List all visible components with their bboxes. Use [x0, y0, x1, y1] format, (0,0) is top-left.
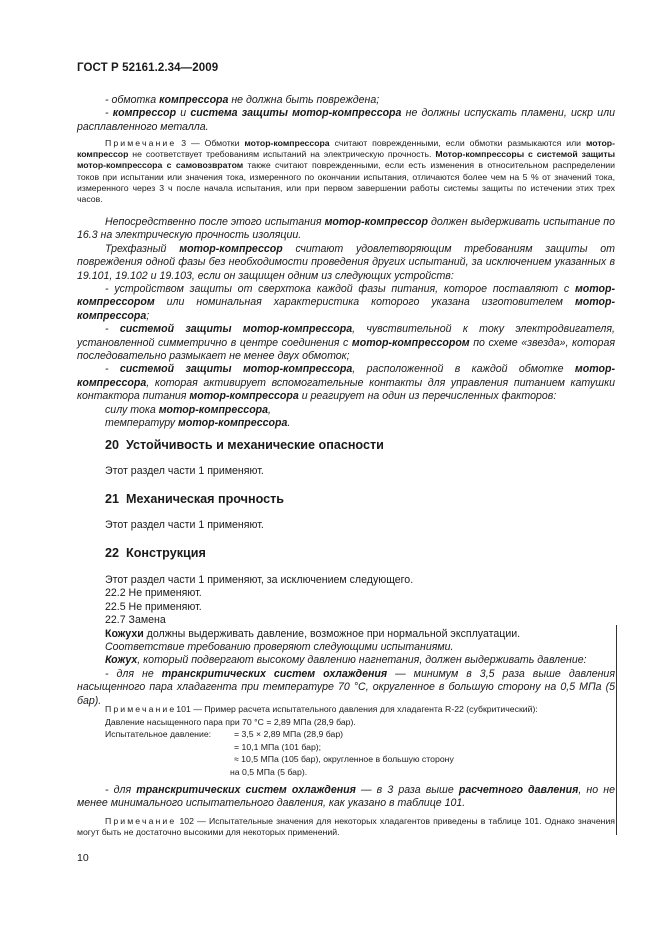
note-101: Примечание 101 — Пример расчета испытательного давления для хладагента R-22 (субкритический): Давление насыщенного пара при 70 °С = 2,89 МПа (28,9 бар). Испытательное давление: = 3,5 × 2,89 МПа (28,9 бар) = 10,1 МПа (101 бар); ≈ 10,5 МПа (105 бар), округленное в большую сторону на 0,5 МПа (5 бар).: [105, 704, 538, 777]
note-3: Примечание 3 — Обмотки мотор-компрессора считают поврежденными, если обмотки размыкаются или мотор-компрессор не соответствует требованиям испытаний на электрическую прочность. Мотор-компрессоры с системой защиты мотор-компрессора с самовозвратом также считают поврежденными, если есть изменения в относительном распределении токов при испытании или значения тока, измеренного по окончании испытания, отличаются более чем на 5 % от значений тока, измеренного через 3 ч после начала испытания, или при первом завершении работы системы защиты по истечении этих трех часов.: [77, 138, 615, 205]
section-body: Этот раздел части 1 применяют.: [105, 465, 264, 477]
section-body: Этот раздел части 1 применяют, за исключением следующего.: [105, 574, 414, 586]
paragraph: - устройством защиты от сверхтока каждой фазы питания, которое поставляют с мотор-компрессором или номинальная характеристика которого указана изготовителем мотор-компрессора;: [77, 283, 615, 322]
paragraph: Непосредственно после этого испытания мотор-компрессор должен выдерживать испытание по 16.3 на электрическую прочность изоляции.: [77, 216, 615, 242]
page-number: 10: [77, 852, 89, 864]
paragraph: - системой защиты мотор-компрессора, расположенной в каждой обмотке мотор-компрессора, которая активирует вспомогательные контакты для управления питанием катушки контактора питания мотор-компрессора и реагирует на один из перечисленных факторов:: [77, 363, 615, 403]
clause-item: 22.2 Не применяют.: [105, 587, 202, 600]
paragraph: Соответствие требованию проверяют следующими испытаниями.: [105, 641, 454, 654]
note-102: Примечание 102 — Испытательные значения для некоторых хладагентов приведены в таблице 101. Однако значения могут быть не достаточно высокими для некоторых применений.: [77, 816, 615, 838]
paragraph: силу тока мотор-компрессора,: [105, 403, 271, 416]
paragraph-winding: - обмотка компрессора не должна быть повреждена;: [105, 94, 380, 106]
paragraph: Кожух, который подвергают высокому давлению нагнетания, должен выдерживать давление:: [105, 654, 587, 667]
paragraph: температуру мотор-компрессора.: [105, 417, 291, 430]
section-heading: 20 Устойчивость и механические опасности: [105, 438, 384, 452]
section-20: [77, 438, 615, 478]
section-21: [77, 492, 615, 532]
change-bar: [616, 625, 617, 835]
body-block: [77, 216, 615, 431]
section-heading: 22 Конструкция: [105, 546, 206, 560]
clause-item: 22.5 Не применяют.: [105, 600, 202, 613]
note-label: Примечание: [105, 138, 177, 148]
paragraph-transcritical: - для транскритических систем охлаждения — в 3 раза выше расчетного давления, но не менее минимального испытательного давления, как указано в таблице 101.: [77, 784, 615, 810]
section-22: [77, 546, 615, 708]
paragraph: Кожухи должны выдерживать давление, возможное при нормальной эксплуатации.: [105, 627, 521, 640]
document-header: ГОСТ Р 52161.2.34—2009: [77, 62, 219, 74]
paragraph: - для не транскритических систем охлаждения — минимум в 3,5 раза выше давления насыщенного пара хладагента при температуре 70 °С, округленное в большую сторону на 0,5 МПа (5 бар).: [77, 667, 615, 707]
note-label: Примечание: [105, 816, 177, 826]
paragraph-compressor: - компрессор и система защиты мотор-компрессора не должны испускать пламени, искр или расплавленного металла.: [77, 107, 615, 133]
paragraph: Трехфазный мотор-компрессор считают удовлетворяющим требованиям защиты от повреждения одной фазы без необходимости проведения других испытаний, за исключением указанных в 19.101, 19.102 и 19.103, если он защищен одним из следующих устройств:: [77, 242, 615, 282]
section-heading: 21 Механическая прочность: [105, 492, 285, 506]
paragraph: - системой защиты мотор-компрессора, чувствительной к току электродвигателя, установленной симметрично в центре соединения с мотор-компрессором по схеме «звезда», которая последовательно размыкает не менее двух обмоток;: [77, 323, 615, 363]
top-block: [77, 94, 615, 134]
clause-item: 22.7 Замена: [105, 614, 166, 627]
note-label: Примечание: [105, 704, 177, 714]
section-body: Этот раздел части 1 применяют.: [105, 519, 264, 531]
